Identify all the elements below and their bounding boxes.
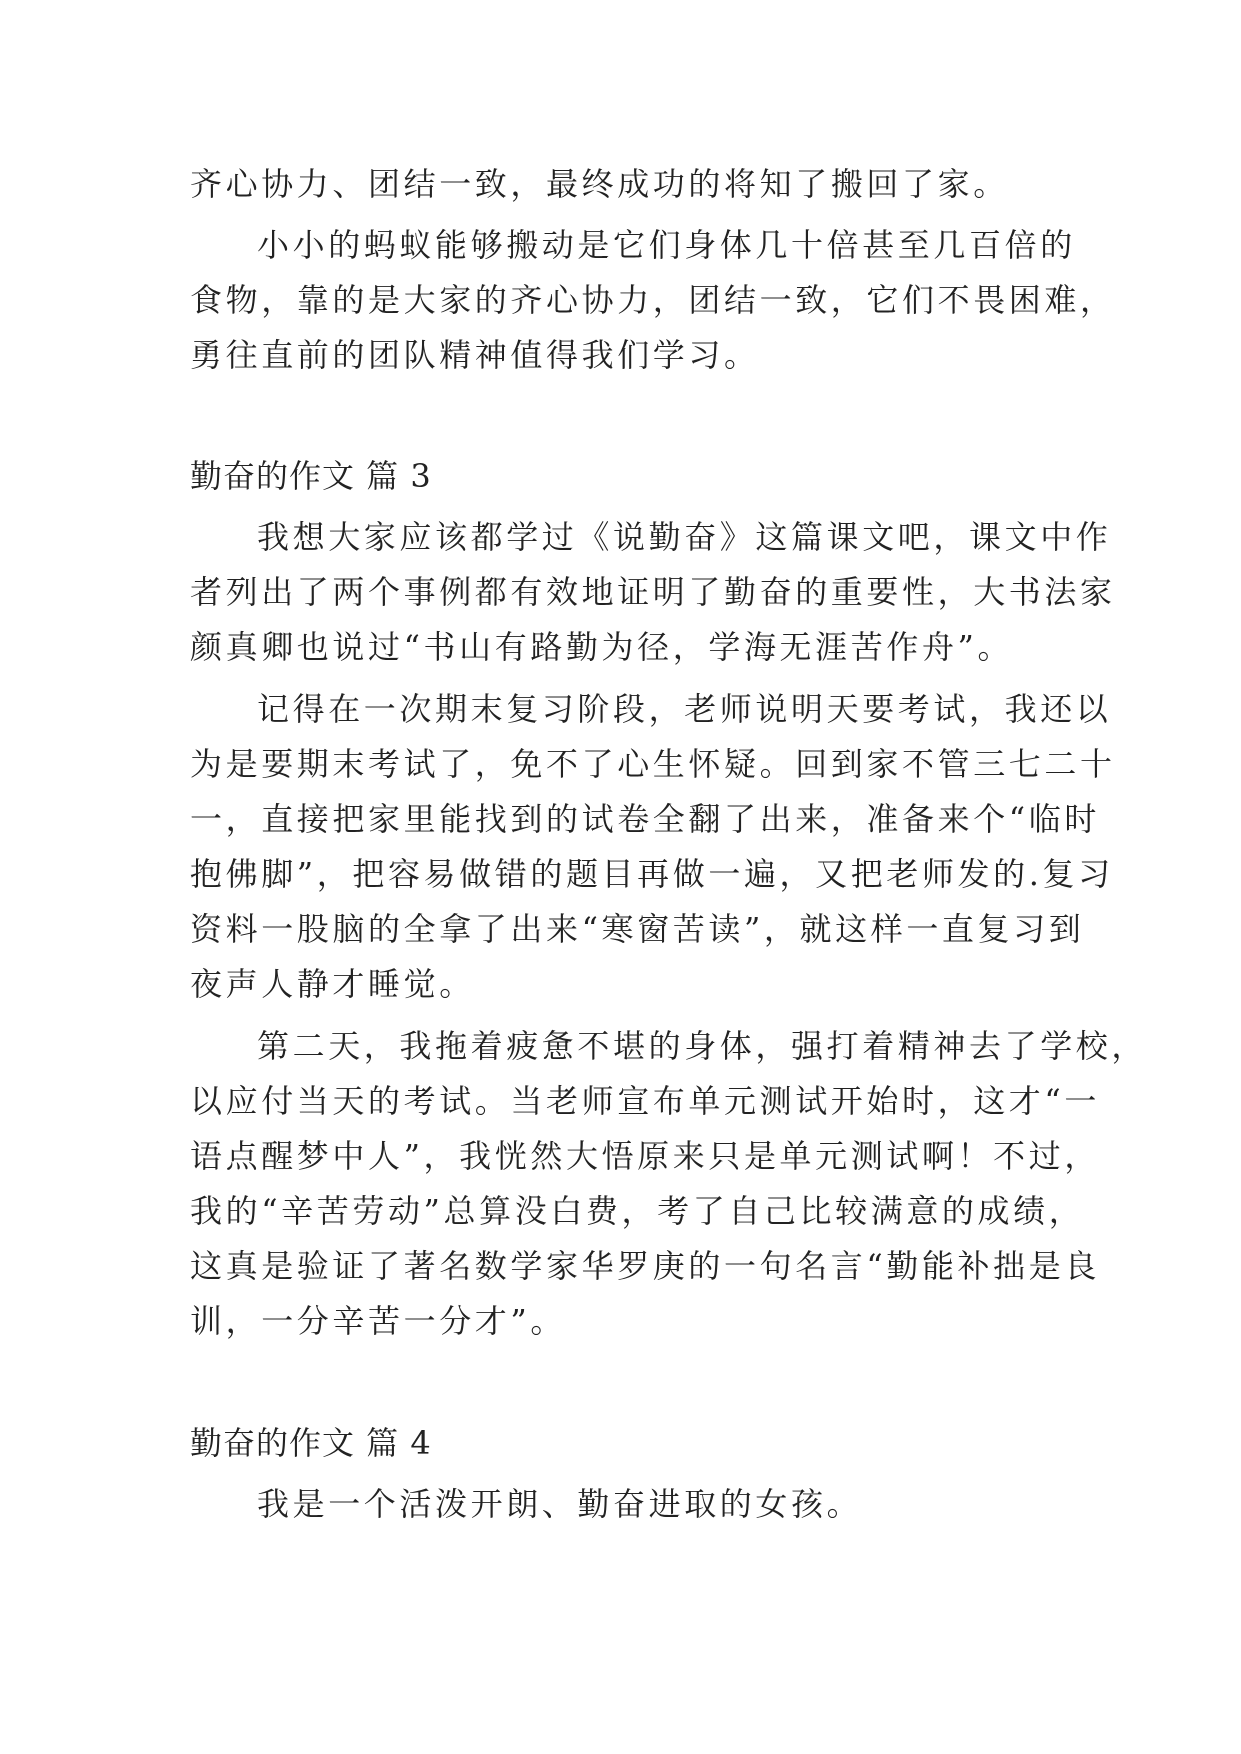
text-line: 我是一个活泼开朗、勤奋进取的女孩。	[257, 1485, 863, 1523]
text-line: 语点醒梦中人”，我恍然大悟原来只是单元测试啊！不过，	[190, 1137, 1100, 1175]
text-line: 以应付当天的考试。当老师宣布单元测试开始时，这才“一	[190, 1082, 1100, 1120]
text-line: 抱佛脚”，把容易做错的题目再做一遍，又把老师发的.复习	[190, 855, 1114, 893]
text-line: 这真是验证了著名数学家华罗庚的一句名言“勤能补拙是良	[190, 1247, 1100, 1285]
text-line: 夜声人静才睡觉。	[190, 965, 475, 1003]
text-line: 资料一股脑的全拿了出来“寒窗苦读”，就这样一直复习到	[190, 910, 1085, 948]
text-line: 颜真卿也说过“书山有路勤为径，学海无涯苦作舟”。	[190, 628, 1014, 666]
section-heading: 勤奋的作文 篇 3	[190, 457, 432, 495]
text-line: 一，直接把家里能找到的试卷全翻了出来，准备来个“临时	[190, 800, 1100, 838]
text-line: 者列出了两个事例都有效地证明了勤奋的重要性，大书法家	[190, 573, 1116, 611]
text-line: 我的“辛苦劳动”总算没白费，考了自己比较满意的成绩，	[190, 1192, 1085, 1230]
text-line: 为是要期末考试了，免不了心生怀疑。回到家不管三七二十	[190, 745, 1116, 783]
text-line: 记得在一次期末复习阶段，老师说明天要考试，我还以	[257, 690, 1112, 728]
text-line: 第二天，我拖着疲惫不堪的身体，强打着精神去了学校，	[257, 1027, 1148, 1065]
section-heading: 勤奋的作文 篇 4	[190, 1424, 432, 1462]
text-line: 勇往直前的团队精神值得我们学习。	[190, 336, 760, 374]
text-line: 齐心协力、团结一致，最终成功的将知了搬回了家。	[190, 165, 1009, 203]
text-line: 小小的蚂蚁能够搬动是它们身体几十倍甚至几百倍的	[257, 226, 1076, 264]
text-line: 食物，靠的是大家的齐心协力，团结一致，它们不畏困难，	[190, 281, 1116, 319]
text-line: 我想大家应该都学过《说勤奋》这篇课文吧，课文中作	[257, 518, 1112, 556]
text-line: 训，一分辛苦一分才”。	[190, 1302, 566, 1340]
